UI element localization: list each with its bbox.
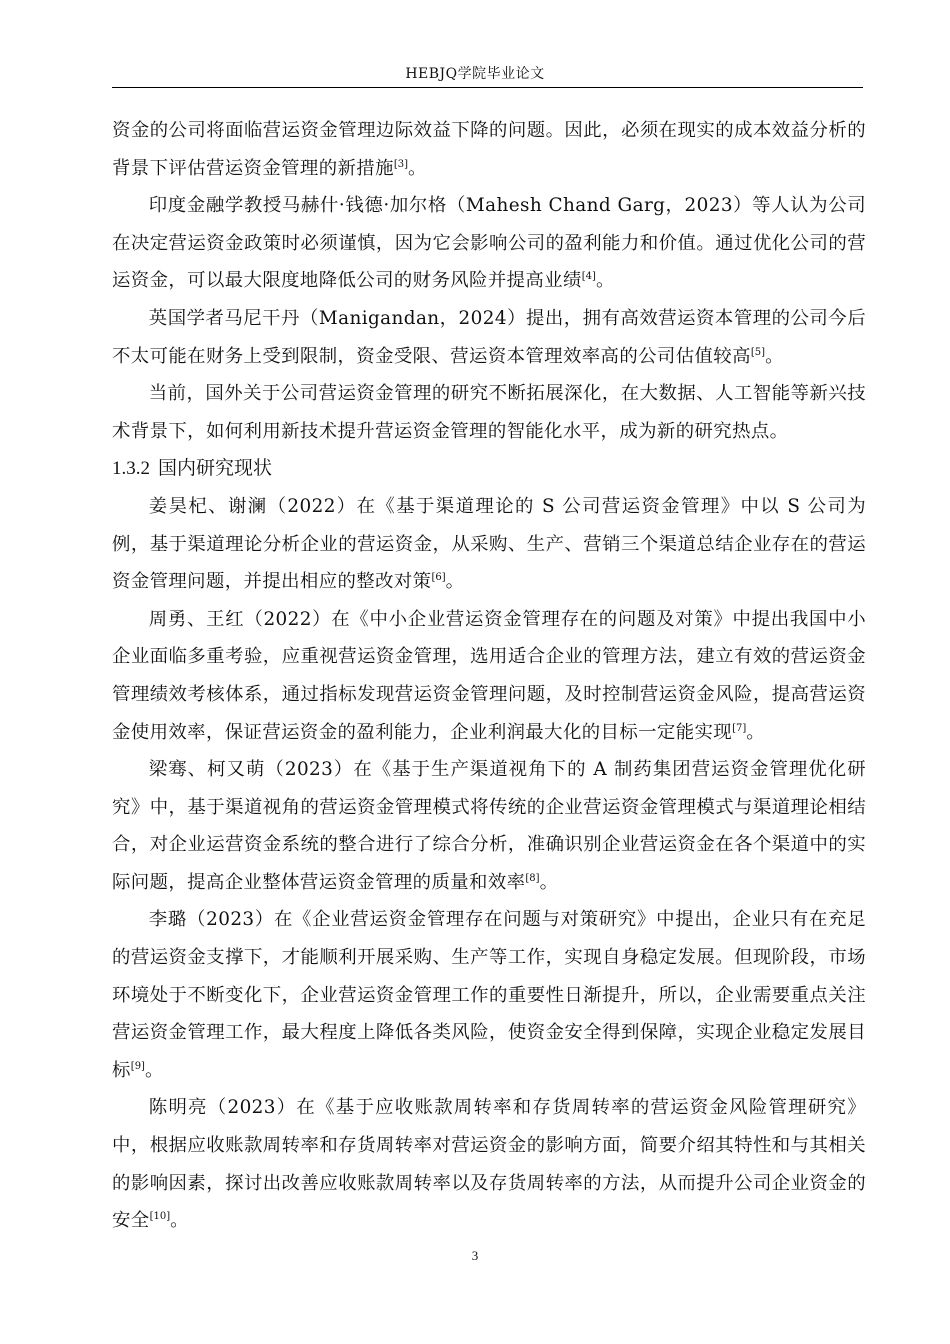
section-heading	[112, 450, 866, 488]
paragraph	[112, 300, 866, 375]
paragraph	[112, 488, 866, 601]
paragraph	[112, 375, 866, 450]
paragraph-text: 英国学者马尼干丹（Manigandan，2024）提出，拥有高效营运资本管理的公司今后不太可能在财务上受到限制，资金受限、营运资本管理效率高的公司估值较高	[112, 307, 866, 367]
citation-ref: [6]	[431, 572, 446, 583]
section-title: 国内研究现状	[158, 457, 273, 480]
paragraph	[112, 1089, 866, 1239]
header-rule	[112, 87, 863, 88]
paragraph-tail: 。	[765, 345, 784, 367]
paragraph-text: 当前，国外关于公司营运资金管理的研究不断拓展深化，在大数据、人工智能等新兴技术背景下，如何利用新技术提升营运资金管理的智能化水平，成为新的研究热点。	[112, 383, 866, 442]
body-text	[112, 112, 866, 1240]
paragraph-tail: 。	[170, 1210, 189, 1232]
running-header: HEBJQ学院毕业论文	[405, 66, 545, 82]
paragraph-tail: 。	[144, 1059, 164, 1081]
page-number: 3	[471, 1248, 479, 1263]
citation-ref: [10]	[149, 1211, 171, 1223]
paragraph	[112, 901, 866, 1089]
paragraph-tail: 。	[408, 157, 427, 179]
paragraph-tail: 。	[746, 721, 766, 743]
paragraph	[112, 112, 866, 187]
citation-ref: [9]	[130, 1060, 145, 1072]
paragraph	[112, 187, 866, 300]
paragraph-tail: 。	[539, 871, 559, 893]
section-number: 1.3.2	[112, 458, 150, 480]
citation-ref: [3]	[393, 158, 409, 170]
paragraph-text: 周勇、王红（2022）在《中小企业营运资金管理存在的问题及对策》中提出我国中小企业面临多重考验，应重视营运资金管理，选用适合企业的管理方法，建立有效的营运资金管理绩效考核体系，通过指标发现营运资金管理问题，及时控制营运资金风险，提高营运资金使用效率，保证营运资金的盈利能力，企业利润最大化的目标一定能实现	[112, 608, 866, 743]
paragraph-tail: 。	[595, 270, 615, 292]
paragraph-text: 陈明亮（2023）在《基于应收账款周转率和存货周转率的营运资金风险管理研究》中，根据应收账款周转率和存货周转率对营运资金的影响方面，简要介绍其特性和与其相关的影响因素，探讨出改善应收账款周转率以及存货周转率的方法，从而提升公司企业资金的安全	[112, 1097, 866, 1232]
paragraph-text: 资金的公司将面临营运资金管理边际效益下降的问题。因此，必须在现实的成本效益分析的背景下评估营运资金管理的新措施	[112, 120, 866, 179]
paragraph	[112, 751, 866, 901]
paragraph-tail: 。	[445, 571, 465, 593]
paragraph-text: 李璐（2023）在《企业营运资金管理存在问题与对策研究》中提出，企业只有在充足的营运资金支撑下，才能顺利开展采购、生产等工作，实现自身稳定发展。但现阶段，市场环境处于不断变化下，企业营运资金管理工作的重要性日渐提升，所以，企业需要重点关注营运资金管理工作，最大程度上降低各类风险，使资金安全得到保障，实现企业稳定发展目标	[112, 909, 866, 1081]
paragraph	[112, 601, 866, 751]
paragraph-text: 梁骞、柯又萌（2023）在《基于生产渠道视角下的 A 制药集团营运资金管理优化研究》中，基于渠道视角的营运资金管理模式将传统的企业营运资金管理模式与渠道理论相结合，对企业运营资金系统的整合进行了综合分析，准确识别企业营运资金在各个渠道中的实际问题，提高企业整体营运资金管理的质量和效率	[112, 759, 866, 893]
paragraph-text: 姜昊杞、谢澜（2022）在《基于渠道理论的 S 公司营运资金管理》中以 S 公司为例，基于渠道理论分析企业的营运资金，从采购、生产、营销三个渠道总结企业存在的营运资金管理问题，并提出相应的整改对策	[112, 495, 866, 593]
paragraph-text: 印度金融学教授马赫什·钱德·加尔格（Mahesh Chand Garg，2023）等人认为公司在决定营运资金政策时必须谨慎，因为它会影响公司的盈利能力和价值。通过优化公司的营运资金，可以最大限度地降低公司的财务风险并提高业绩	[112, 195, 866, 292]
citation-ref: [7]	[732, 722, 747, 734]
citation-ref: [8]	[525, 872, 540, 884]
citation-ref: [5]	[750, 346, 766, 358]
citation-ref: [4]	[581, 271, 596, 283]
